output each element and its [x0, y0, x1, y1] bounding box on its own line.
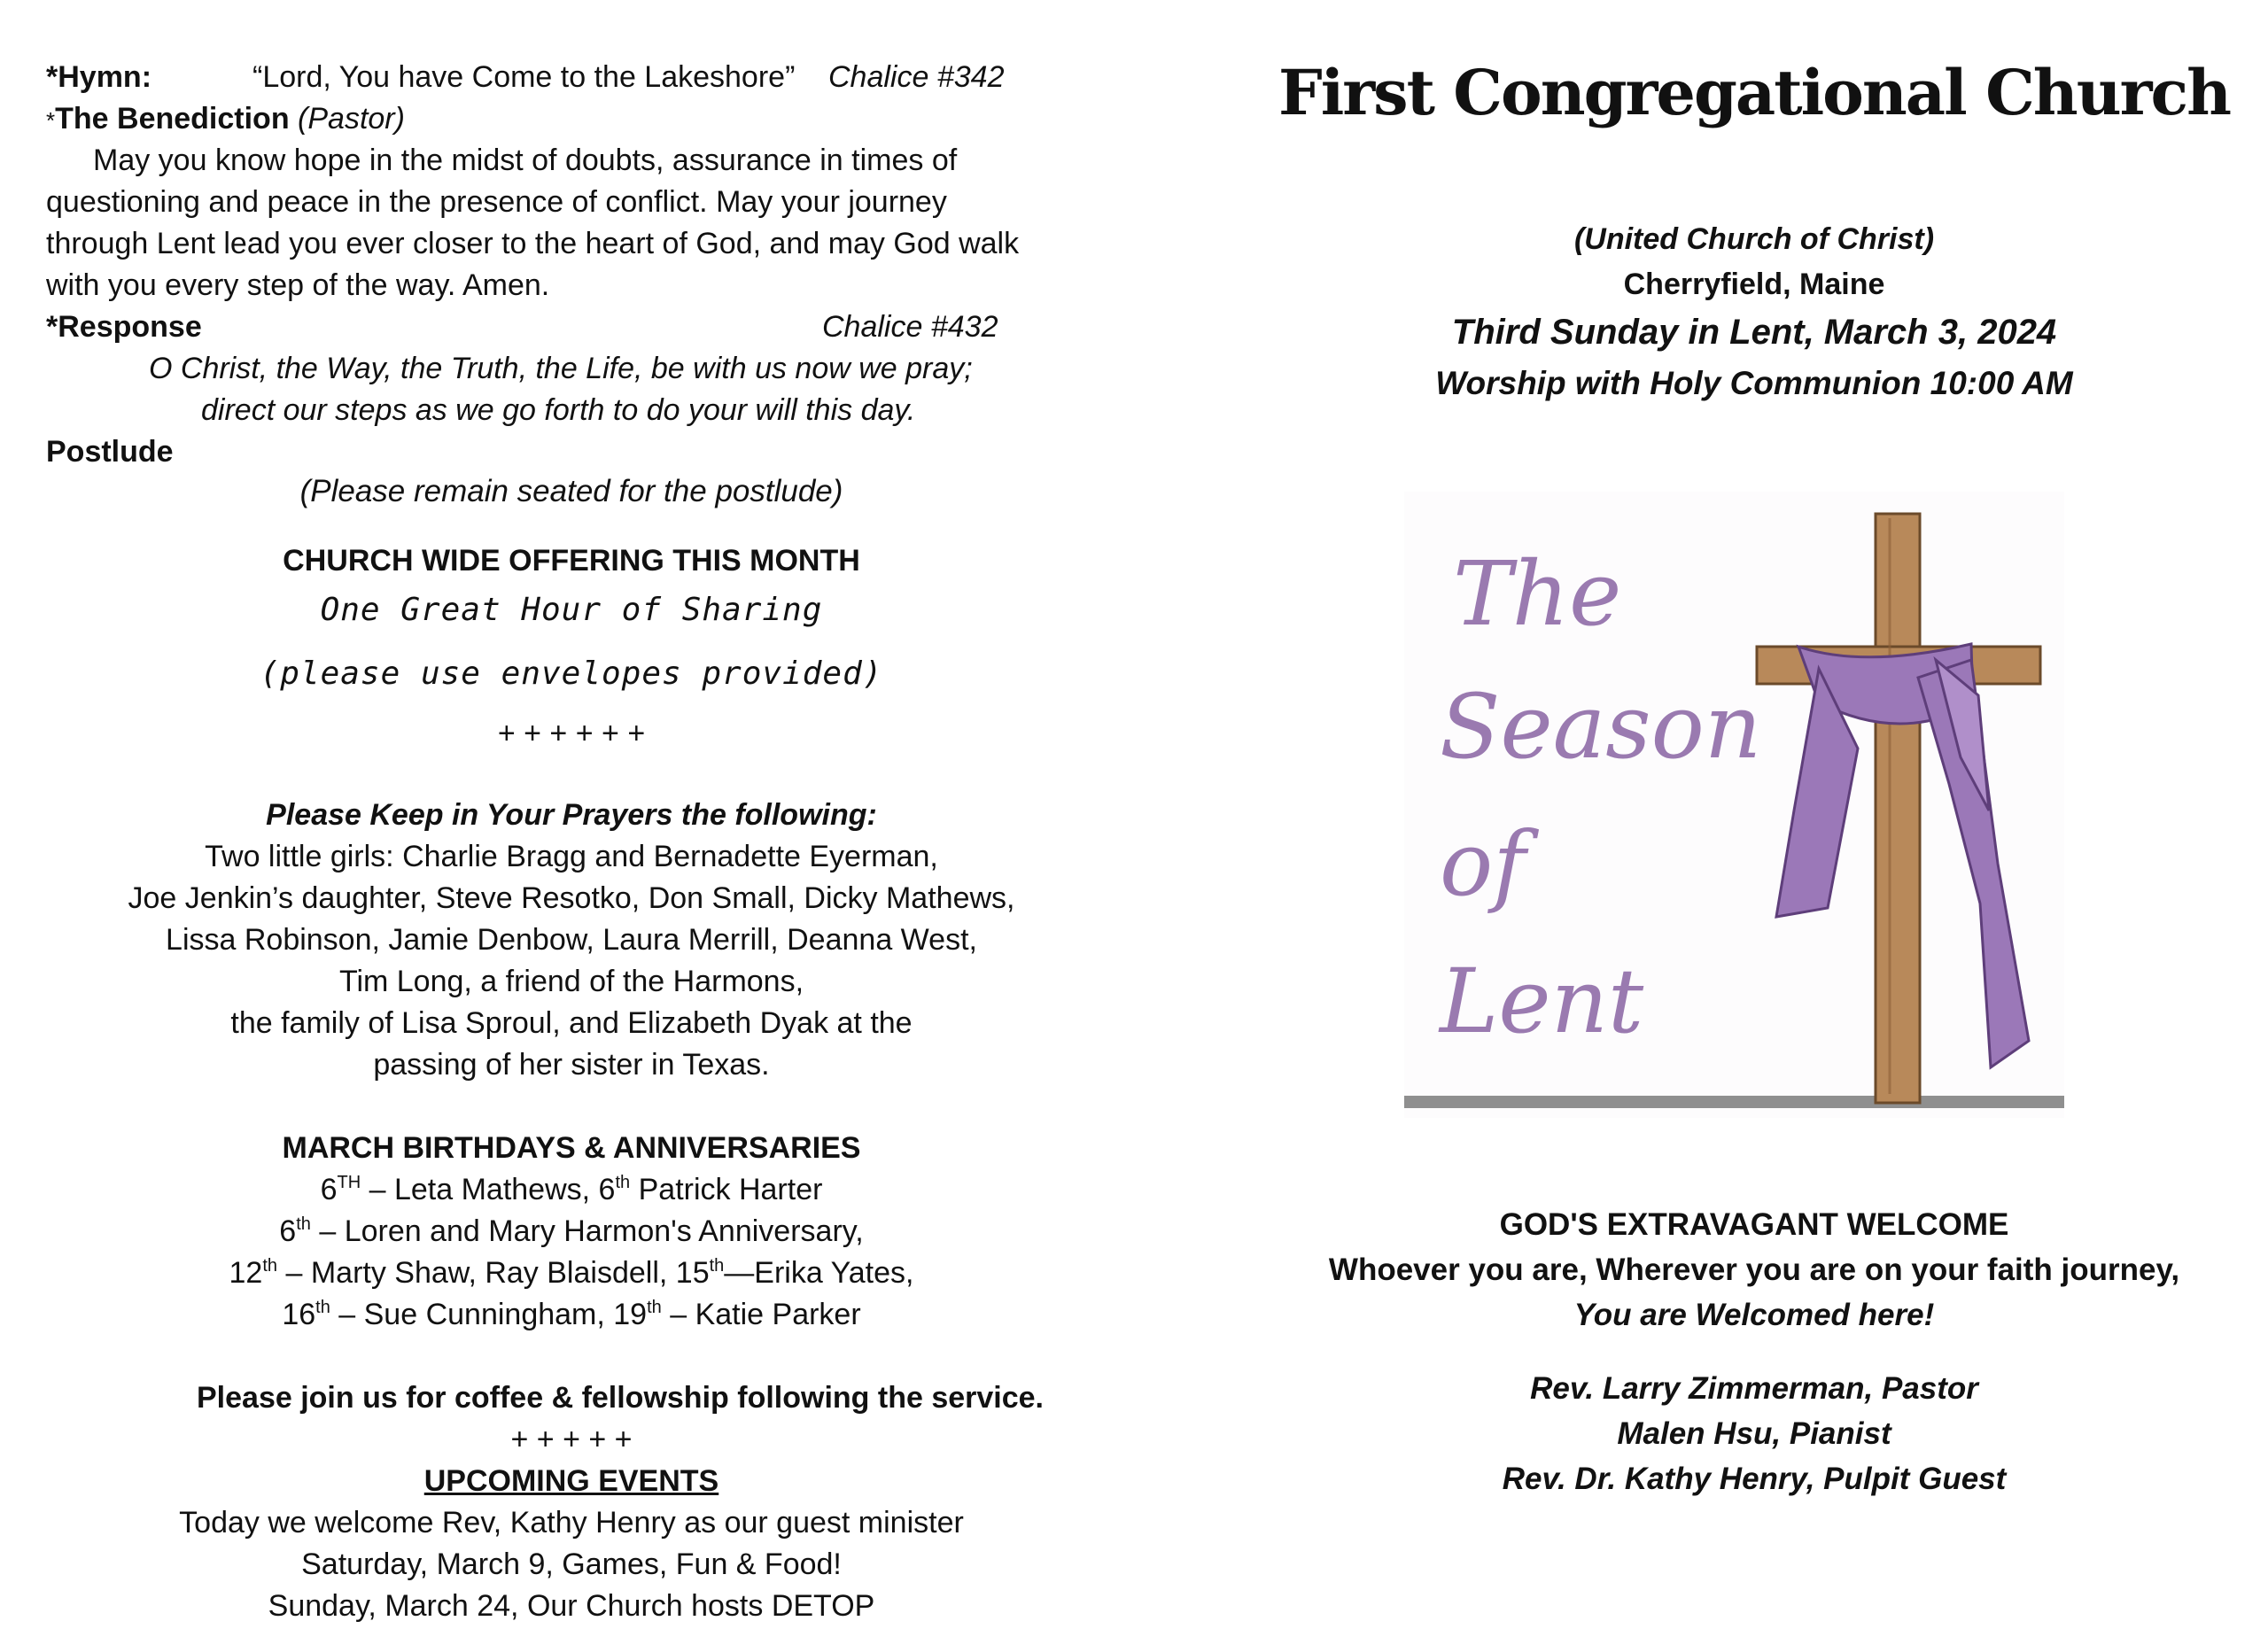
staff-line: Malen Hsu, Pianist — [1617, 1416, 1891, 1451]
lent-word: of — [1440, 812, 1526, 916]
location: Cherryfield, Maine — [1623, 268, 1885, 301]
birthdays-heading: MARCH BIRTHDAYS & ANNIVERSARIES — [282, 1131, 861, 1165]
staff-line: Rev. Larry Zimmerman, Pastor — [1530, 1371, 1978, 1406]
lent-word: Season — [1440, 675, 1762, 779]
offering-name: One Great Hour of Sharing — [320, 592, 823, 628]
postlude-note: (Please remain seated for the postlude) — [299, 474, 843, 508]
prayer-line: the family of Lisa Sproul, and Elizabeth Dyak at the — [230, 1006, 913, 1040]
response-verse: O Christ, the Way, the Truth, the Life, be with us now we pray; — [149, 352, 973, 385]
hymn-title: “Lord, You have Come to the Lakeshore” — [252, 60, 796, 94]
church-name: First Congregational Church — [1278, 56, 2230, 129]
response-line — [46, 306, 998, 348]
date-line: Third Sunday in Lent, March 3, 2024 — [1451, 313, 2057, 352]
denomination: (United Church of Christ) — [1573, 222, 1935, 256]
ground-shadow — [1404, 1096, 2064, 1108]
benediction-label: The Benediction — [55, 102, 290, 136]
benediction-line: through Lent lead you ever closer to the heart of God, and may God walk — [46, 227, 1020, 260]
prayers-heading: Please Keep in Your Prayers the following: — [266, 798, 877, 832]
divider: + + + + + — [510, 1423, 633, 1456]
response-ref: Chalice #432 — [822, 310, 998, 344]
prayer-line: passing of her sister in Texas. — [373, 1048, 770, 1082]
prayer-line: Lissa Robinson, Jamie Denbow, Laura Merrill, Deanna West, — [166, 923, 977, 957]
birthday-line: 12th – Marty Shaw, Ray Blaisdell, 15th—Erika Yates, — [229, 1256, 914, 1290]
hymn-line — [46, 57, 1005, 98]
hymn-ref: Chalice #342 — [828, 60, 1005, 94]
events-heading: UPCOMING EVENTS — [423, 1464, 719, 1498]
divider: + + + + + + — [497, 717, 646, 750]
offering-heading: CHURCH WIDE OFFERING THIS MONTH — [283, 544, 860, 578]
prayer-line: Joe Jenkin’s daughter, Steve Resotko, Don Small, Dicky Mathews, — [128, 881, 1015, 915]
service-line: Worship with Holy Communion 10:00 AM — [1435, 365, 2073, 401]
benediction-line: with you every step of the way. Amen. — [46, 268, 550, 302]
welcome-tagline: You are Welcomed here! — [1573, 1298, 1935, 1332]
benediction-line: questioning and peace in the presence of conflict. May your journey — [46, 185, 947, 219]
event-line: Sunday, March 24, Our Church hosts DETOP — [268, 1589, 875, 1623]
welcome-line: Whoever you are, Wherever you are on your faith journey, — [1328, 1253, 2180, 1287]
event-line: Saturday, March 9, Games, Fun & Food! — [301, 1547, 842, 1581]
benediction-line: May you know hope in the midst of doubts, assurance in times of — [93, 143, 958, 177]
benediction-heading: *The Benediction (Pastor) — [46, 102, 405, 136]
event-line: Today we welcome Rev, Kathy Henry as our guest minister — [179, 1506, 964, 1540]
lent-word: The — [1453, 542, 1622, 646]
right-page — [1240, 0, 2268, 1652]
birthday-line: 6TH – Leta Mathews, 6th Patrick Harter — [320, 1173, 823, 1206]
birthday-line: 6th – Loren and Mary Harmon's Anniversary, — [279, 1214, 864, 1248]
hymn-label: *Hymn: — [46, 60, 152, 94]
welcome-heading: GOD'S EXTRAVAGANT WELCOME — [1499, 1207, 2009, 1242]
birthday-line: 16th – Sue Cunningham, 19th – Katie Parker — [282, 1298, 861, 1331]
offering-note: (please use envelopes provided) — [260, 655, 883, 692]
postlude-label: Postlude — [46, 435, 174, 469]
prayer-line: Two little girls: Charlie Bragg and Bernadette Eyerman, — [205, 840, 938, 873]
prayer-line: Tim Long, a friend of the Harmons, — [338, 965, 804, 998]
response-label: *Response — [46, 310, 202, 344]
response-verse: direct our steps as we go forth to do your will this day. — [201, 393, 916, 427]
season-of-lent-image — [1404, 492, 2064, 1118]
benediction-who: (Pastor) — [298, 102, 405, 136]
staff-line: Rev. Dr. Kathy Henry, Pulpit Guest — [1502, 1462, 2007, 1496]
coffee-note: Please join us for coffee & fellowship following the service. — [197, 1381, 1044, 1415]
lent-word: Lent — [1440, 950, 1644, 1053]
